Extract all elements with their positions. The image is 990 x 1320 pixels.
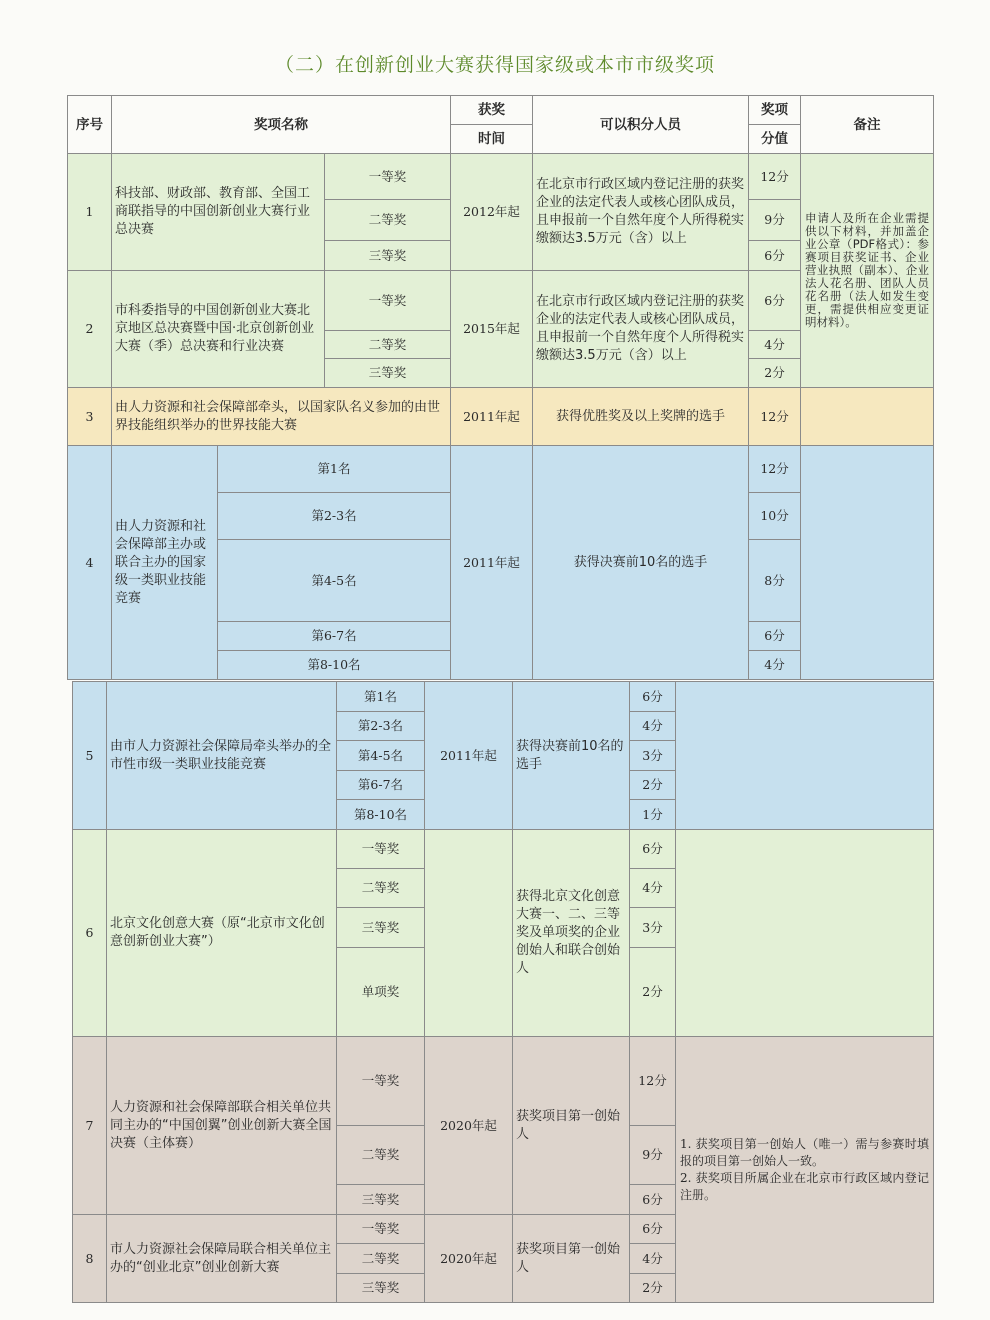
award-score: 6分 — [630, 1185, 676, 1215]
award-score: 6分 — [749, 271, 801, 331]
award-score: 1分 — [630, 800, 676, 830]
header-score-top: 奖项 — [749, 96, 801, 125]
award-level: 一等奖 — [337, 1037, 425, 1126]
award-level: 一等奖 — [325, 154, 451, 200]
row-seq: 3 — [68, 388, 112, 446]
award-level: 第2-3名 — [337, 712, 425, 741]
row-seq: 4 — [68, 446, 112, 680]
award-level: 第1名 — [337, 682, 425, 712]
award-score: 2分 — [630, 948, 676, 1037]
award-name: 由人力资源和社会保障部主办或联合主办的国家级一类职业技能竞赛 — [112, 446, 218, 680]
award-level: 三等奖 — [337, 908, 425, 948]
award-level: 三等奖 — [337, 1185, 425, 1215]
award-level: 第6-7名 — [337, 771, 425, 800]
award-level: 第1名 — [218, 446, 451, 493]
award-score: 3分 — [630, 908, 676, 948]
remark-empty — [801, 388, 934, 446]
award-score: 6分 — [749, 622, 801, 651]
award-score: 4分 — [630, 869, 676, 908]
awards-table-middle — [72, 681, 934, 830]
award-level: 一等奖 — [337, 830, 425, 869]
award-score: 12分 — [749, 388, 801, 446]
row-seq: 7 — [73, 1037, 107, 1215]
award-level: 二等奖 — [325, 331, 451, 359]
remark-empty — [676, 682, 934, 830]
award-score: 9分 — [630, 1126, 676, 1185]
award-name: 科技部、财政部、教育部、全国工商联指导的中国创新创业大赛行业总决赛 — [112, 154, 325, 271]
eligible-persons: 获得北京文化创意大赛一、二、三等奖及单项奖的企业创始人和联合创始人 — [513, 830, 630, 1037]
header-remark: 备注 — [801, 96, 934, 154]
award-score: 2分 — [630, 771, 676, 800]
header-time-bottom: 时间 — [451, 125, 533, 154]
award-time: 2020年起 — [425, 1215, 513, 1303]
award-time-empty — [425, 830, 513, 1037]
award-score: 9分 — [749, 200, 801, 241]
award-score: 6分 — [630, 1215, 676, 1244]
award-level: 二等奖 — [337, 1126, 425, 1185]
award-level: 第8-10名 — [218, 651, 451, 680]
header-score-bottom: 分值 — [749, 125, 801, 154]
eligible-persons: 获得决赛前10名的选手 — [533, 446, 749, 680]
award-level: 三等奖 — [325, 359, 451, 388]
award-score: 3分 — [630, 741, 676, 771]
award-score: 12分 — [749, 154, 801, 200]
remarks-rows-7-8: 1. 获奖项目第一创始人（唯一）需与参赛时填报的项目第一创始人一致。 2. 获奖项目所属企业在北京市行政区域内登记注册。 — [676, 1037, 934, 1303]
header-time-top: 获奖 — [451, 96, 533, 125]
award-level: 二等奖 — [337, 1244, 425, 1274]
award-score: 6分 — [630, 830, 676, 869]
eligible-persons: 获得决赛前10名的选手 — [513, 682, 630, 830]
award-score: 10分 — [749, 493, 801, 540]
awards-table-lower — [72, 829, 934, 1303]
award-time: 2011年起 — [425, 682, 513, 830]
row-seq: 5 — [73, 682, 107, 830]
award-time: 2012年起 — [451, 154, 533, 271]
award-score: 6分 — [749, 241, 801, 271]
award-name: 由市人力资源社会保障局牵头举办的全市性市级一类职业技能竞赛 — [107, 682, 337, 830]
award-name: 人力资源和社会保障部联合相关单位共同主办的“中国创翼”创业创新大赛全国决赛（主体赛） — [107, 1037, 337, 1215]
award-level: 第4-5名 — [337, 741, 425, 771]
award-name: 市人力资源社会保障局联合相关单位主办的“创业北京”创业创新大赛 — [107, 1215, 337, 1303]
award-level: 二等奖 — [325, 200, 451, 241]
award-level: 二等奖 — [337, 869, 425, 908]
award-score: 8分 — [749, 540, 801, 622]
remark-empty — [801, 446, 934, 680]
remark-empty — [676, 830, 934, 1037]
page-title: （二）在创新创业大赛获得国家级或本市市级奖项 — [274, 54, 715, 76]
award-score: 4分 — [749, 651, 801, 680]
row-seq: 8 — [73, 1215, 107, 1303]
award-name: 北京文化创意大赛（原“北京市文化创意创新创业大赛”） — [107, 830, 337, 1037]
award-level: 第4-5名 — [218, 540, 451, 622]
eligible-persons: 在北京市行政区域内登记注册的获奖企业的法定代表人或核心团队成员，且申报前一个自然年度个人所得税实缴额达3.5万元（含）以上 — [533, 271, 749, 388]
award-level: 第2-3名 — [218, 493, 451, 540]
award-score: 6分 — [630, 682, 676, 712]
award-score: 12分 — [630, 1037, 676, 1126]
award-level: 三等奖 — [325, 241, 451, 271]
award-level: 一等奖 — [325, 271, 451, 331]
award-score: 4分 — [630, 712, 676, 741]
award-score: 2分 — [630, 1274, 676, 1303]
award-score: 2分 — [749, 359, 801, 388]
eligible-persons: 获得优胜奖及以上奖牌的选手 — [533, 388, 749, 446]
header-seq: 序号 — [68, 96, 112, 154]
award-time: 2015年起 — [451, 271, 533, 388]
award-level: 第6-7名 — [218, 622, 451, 651]
row-seq: 2 — [68, 271, 112, 388]
header-eligible: 可以积分人员 — [533, 96, 749, 154]
award-time: 2011年起 — [451, 388, 533, 446]
award-score: 4分 — [749, 331, 801, 359]
eligible-persons: 获奖项目第一创始人 — [513, 1215, 630, 1303]
award-level: 三等奖 — [337, 1274, 425, 1303]
row-seq: 6 — [73, 830, 107, 1037]
award-level: 单项奖 — [337, 948, 425, 1037]
remarks-rows-1-2: 申请人及所在企业需提供以下材料，并加盖企业公章（PDF格式）：参赛项目获奖证书、企业营业执照（副本）、企业法人花名册、团队人员花名册（法人如发生变更，需提供相应变更证明材料）。 — [801, 154, 934, 388]
eligible-persons: 在北京市行政区域内登记注册的获奖企业的法定代表人或核心团队成员，且申报前一个自然年度个人所得税实缴额达3.5万元（含）以上 — [533, 154, 749, 271]
row-seq: 1 — [68, 154, 112, 271]
awards-table-upper — [67, 95, 934, 680]
award-level: 一等奖 — [337, 1215, 425, 1244]
award-time: 2020年起 — [425, 1037, 513, 1215]
award-level: 第8-10名 — [337, 800, 425, 830]
award-name: 由人力资源和社会保障部牵头，以国家队名义参加的由世界技能组织举办的世界技能大赛 — [112, 388, 451, 446]
eligible-persons: 获奖项目第一创始人 — [513, 1037, 630, 1215]
award-score: 4分 — [630, 1244, 676, 1274]
award-score: 12分 — [749, 446, 801, 493]
award-time: 2011年起 — [451, 446, 533, 680]
header-award-name: 奖项名称 — [112, 96, 451, 154]
award-name: 市科委指导的中国创新创业大赛北京地区总决赛暨中国·北京创新创业大赛（季）总决赛和行业决赛 — [112, 271, 325, 388]
